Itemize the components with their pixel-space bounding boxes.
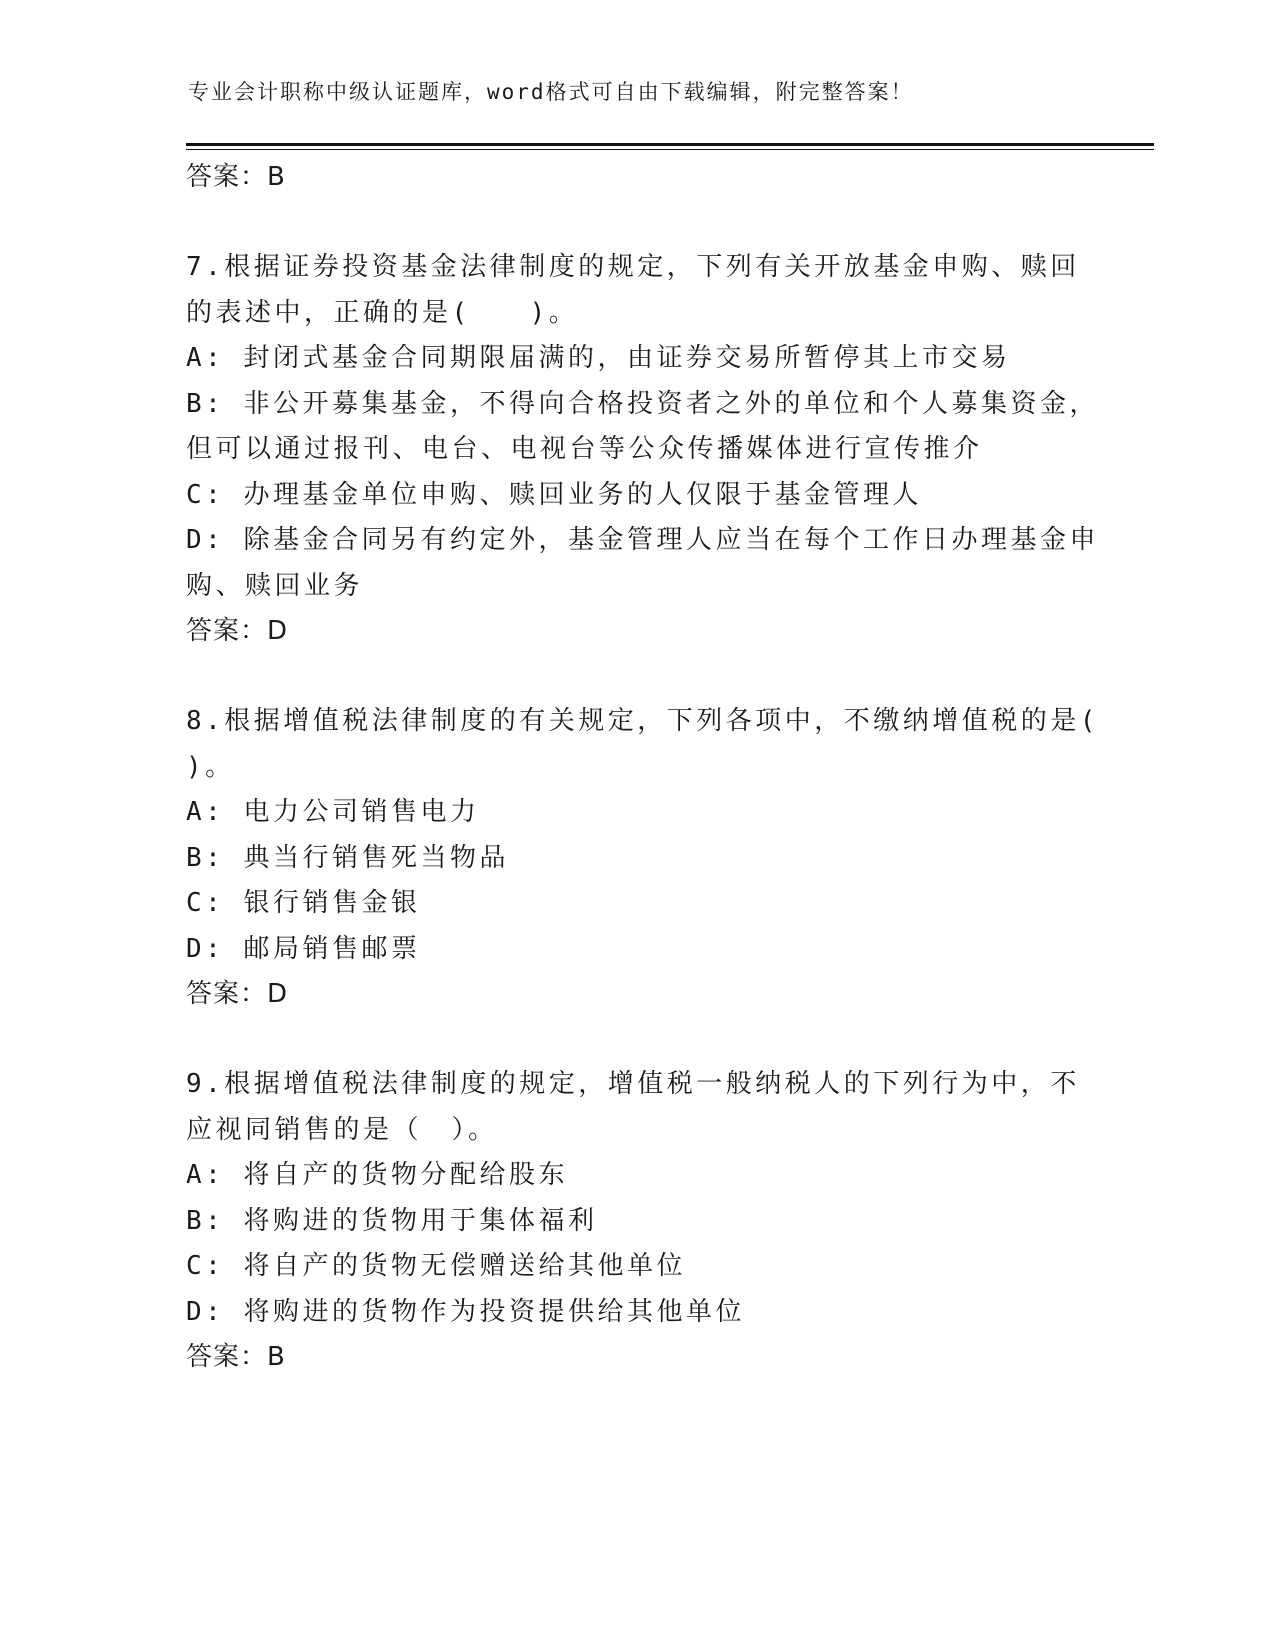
answer-previous: 答案：B <box>186 162 286 192</box>
question-stem-line: 的表述中，正确的是( )。 <box>186 297 579 328</box>
option-c: C: 办理基金单位申购、赎回业务的人仅限于基金管理人 <box>186 479 922 510</box>
option-d: D: 除基金合同另有约定外，基金管理人应当在每个工作日办理基金申 <box>186 525 1099 555</box>
question-stem-line: )。 <box>186 751 235 782</box>
option-a: A: 将自产的货物分配给股东 <box>186 1160 568 1190</box>
option-d: D: 邮局销售邮票 <box>186 933 421 964</box>
option-a: A: 封闭式基金合同期限届满的，由证券交易所暂停其上市交易 <box>186 343 1011 373</box>
answer-9: 答案：B <box>186 1342 286 1372</box>
option-c: C: 将自产的货物无偿赠送给其他单位 <box>186 1251 686 1281</box>
answer-7: 答案：D <box>186 616 289 646</box>
option-b: B: 典当行销售死当物品 <box>186 842 509 873</box>
question-stem-line: 应视同销售的是（ ）。 <box>186 1114 498 1145</box>
page-header: 专业会计职称中级认证题库，word格式可自由下载编辑，附完整答案！ <box>188 80 914 104</box>
question-7 <box>186 245 1099 653</box>
answer-8: 答案：D <box>186 979 289 1009</box>
question-stem-line: 7.根据证券投资基金法律制度的规定，下列有关开放基金申购、赎回 <box>186 252 1080 282</box>
question-stem-line: 9.根据增值税法律制度的规定，增值税一般纳税人的下列行为中，不 <box>186 1069 1080 1099</box>
option-b: B: 将购进的货物用于集体福利 <box>186 1205 598 1236</box>
option-d-continued: 购、赎回业务 <box>186 570 364 601</box>
question-stem-line: 8.根据增值税法律制度的有关规定，下列各项中，不缴纳增值税的是( <box>186 706 1099 736</box>
question-8 <box>186 699 1099 1016</box>
option-d: D: 将购进的货物作为投资提供给其他单位 <box>186 1296 745 1327</box>
header-rule-thin <box>186 149 1154 150</box>
option-b-continued: 但可以通过报刊、电台、电视台等公众传播媒体进行宣传推介 <box>186 434 983 464</box>
header-rule <box>186 143 1154 146</box>
option-c: C: 银行销售金银 <box>186 888 421 918</box>
option-a: A: 电力公司销售电力 <box>186 797 480 827</box>
question-9 <box>186 1062 1086 1379</box>
option-b: B: 非公开募集基金，不得向合格投资者之外的单位和个人募集资金， <box>186 388 1099 419</box>
document-body <box>186 155 1099 1379</box>
